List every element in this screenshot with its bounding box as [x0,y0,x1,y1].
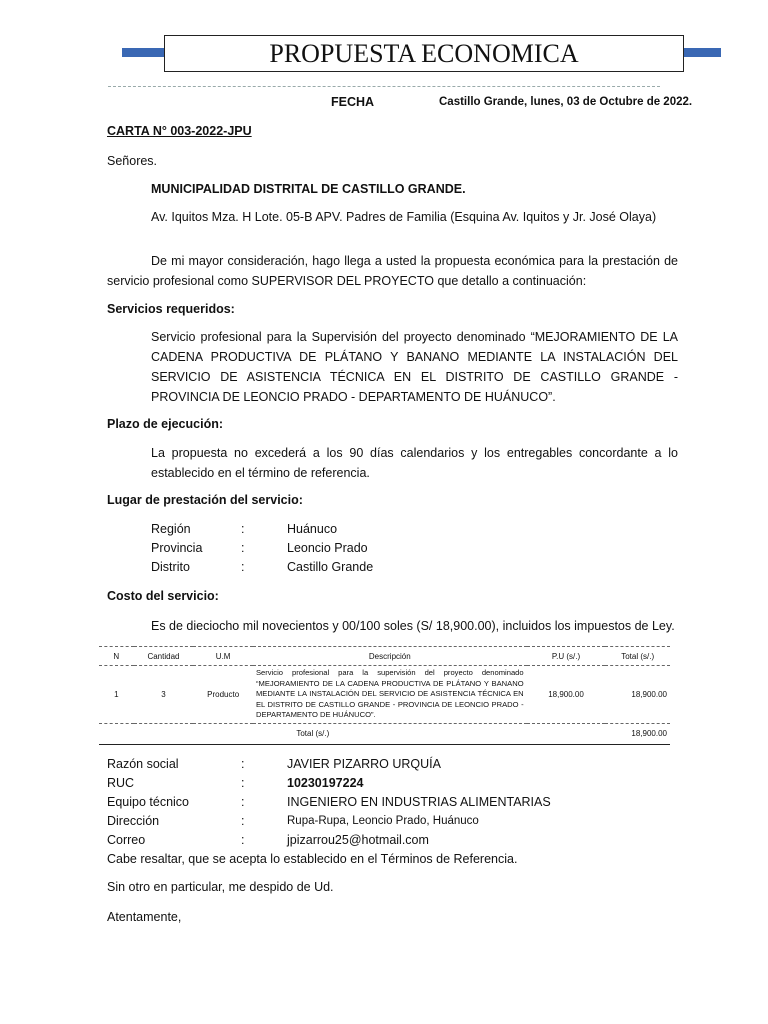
plazo-heading: Plazo de ejecución: [107,417,224,431]
datos-value: INGENIERO EN INDUSTRIAS ALIMENTARIAS [287,795,551,809]
servicios-text: Servicio profesional para la Supervisión del proyecto denominado “MEJORAMIENTO DE LA CADENA PRODUCTIVA DE PLÁTANO Y BANANO MEDIANTE LA INSTALACIÓN DEL SERVICIO DE ASISTENCIA TÉCNICA EN EL DISTRITO DE CASTILLO GRANDE - PROVINCIA DE LEONCIO PRADO - DEPARTAMENTO DE HUÁNUCO”. [151,330,678,404]
datos-separator: : [241,833,245,847]
table-total-row [99,723,670,744]
datos-separator: : [241,795,245,809]
total-label: Total (s/.) [99,723,527,744]
lugar-heading: Lugar de prestación del servicio: [107,493,303,507]
datos-separator: : [241,757,245,771]
datos-value: 10230197224 [287,776,364,790]
title-accent-left [122,48,168,57]
costo-text: Es de dieciocho mil novecientos y 00/100 soles (S/ 18,900.00), incluidos los impuestos de Ley. [151,619,675,633]
datos-separator: : [241,814,245,828]
lugar-separator: : [241,541,245,555]
lugar-label: Distrito [151,560,190,574]
cell-pu: 18,900.00 [548,689,584,699]
carta-number: CARTA N° 003-2022-JPU [107,124,252,138]
col-header-pu: P.U (s/.) [527,647,606,666]
lugar-value: Huánuco [287,522,338,536]
datos-value: jpizarrou25@hotmail.com [287,833,429,847]
lugar-label: Región [151,522,191,536]
intro-paragraph: De mi mayor consideración, hago llega a usted la propuesta económica para la prestación de servicio profesional como SUPERVISOR DEL PROYECTO que detallo a continuación: [107,254,678,288]
col-header-n: N [99,647,134,666]
lugar-label: Provincia [151,541,203,555]
col-header-total: Total (s/.) [605,647,670,666]
col-header-cantidad: Cantidad [134,647,194,666]
datos-value: Rupa-Rupa, Leoncio Prado, Huánuco [287,815,479,827]
datos-label: Dirección [107,814,160,828]
total-value: 18,900.00 [605,723,670,744]
col-header-um: U.M [193,647,253,666]
datos-label: Correo [107,833,146,847]
cell-n: 1 [114,689,119,699]
title-accent-right [684,48,721,57]
recipient-address: Av. Iquitos Mza. H Lote. 05-B APV. Padres de Familia (Esquina Av. Iquitos y Jr. José Olaya) [151,210,657,224]
table-row [99,666,670,724]
cell-cantidad: 3 [161,689,166,699]
cost-table [99,646,670,745]
servicios-heading: Servicios requeridos: [107,302,235,316]
fecha-value: Castillo Grande, lunes, 03 de Octubre de 2022. [439,96,693,108]
fecha-label: FECHA [331,95,375,109]
document-title: PROPUESTA ECONOMICA [164,35,684,72]
datos-separator: : [241,776,245,790]
cell-total: 18,900.00 [631,689,667,699]
closing-atentamente: Atentamente, [107,910,182,924]
lugar-separator: : [241,522,245,536]
lugar-value: Castillo Grande [287,560,374,574]
cell-um: Producto [207,689,240,699]
datos-value: JAVIER PIZARRO URQUÍA [287,757,441,771]
lugar-separator: : [241,560,245,574]
col-header-descripcion: Descripción [253,647,527,666]
datos-label: RUC [107,776,135,790]
cell-descripcion: Servicio profesional para la supervisión del proyecto denominado “MEJORAMIENTO DE LA CADENA PRODUCTIVA DE PLÁTANO Y BANANO MEDIANTE LA INSTALACIÓN DEL SERVICIO DE ASISTENCIA TÉCNICA EN EL DISTRITO DE CASTILLO GRANDE - PROVINCIA DE LEONCIO PRADO - DEPARTAMENTO DE HUÁNUCO”. [255,668,524,719]
costo-heading: Costo del servicio: [107,589,219,603]
table-header-row [99,647,670,666]
datos-label: Equipo técnico [107,795,190,809]
closing-resaltar: Cabe resaltar, que se acepta lo establecido en el Términos de Referencia. [107,852,518,866]
salutation: Señores. [107,154,158,168]
datos-label: Razón social [107,757,179,771]
plazo-text: La propuesta no excederá a los 90 días calendarios y los entregables concordante a lo establecido en el término de referencia. [151,446,678,480]
title-divider [108,86,660,87]
recipient-name: MUNICIPALIDAD DISTRITAL DE CASTILLO GRANDE. [151,182,466,196]
closing-despedida: Sin otro en particular, me despido de Ud. [107,880,334,894]
lugar-value: Leoncio Prado [287,541,368,555]
